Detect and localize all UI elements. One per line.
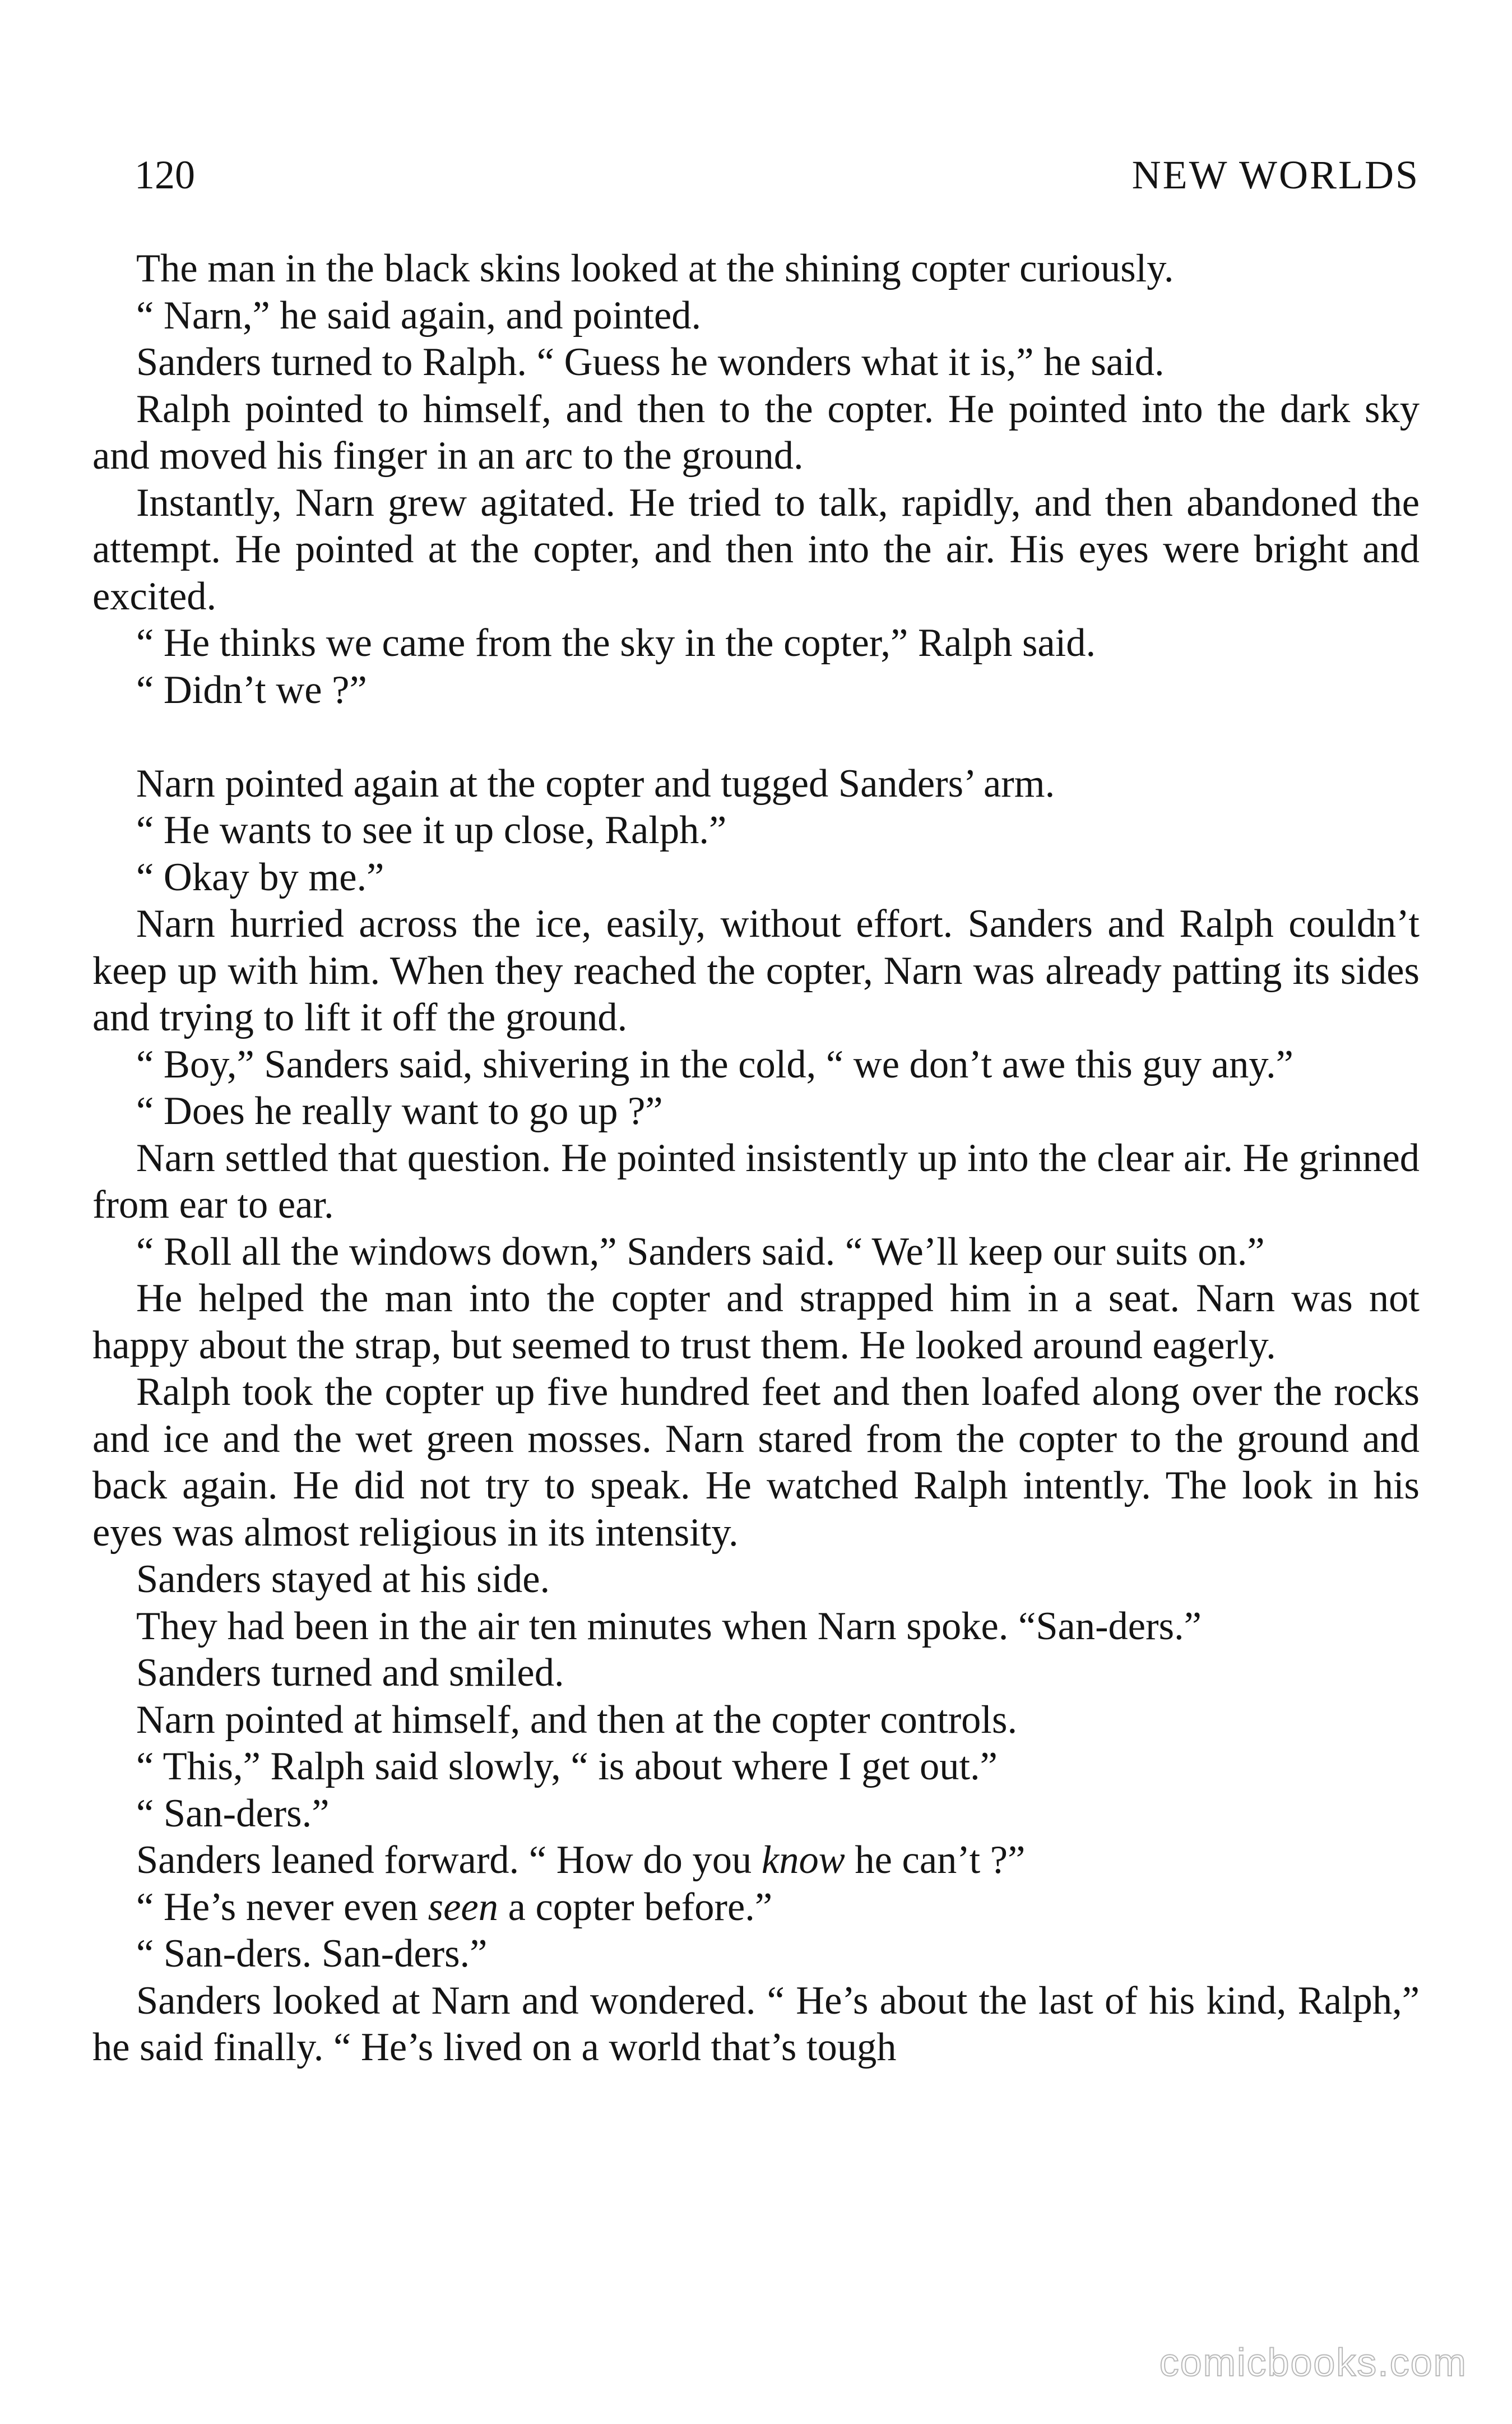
paragraph: Instantly, Narn grew agitated. He tried to talk, rapidly, and then abandoned the attempt. He pointed at the copter, and then into the air. His eyes were bright and excited.: [92, 480, 1420, 618]
paragraph: “ This,” Ralph said slowly, “ is about where I get out.”: [136, 1745, 998, 1788]
paragraph: Narn settled that question. He pointed insistently up into the clear air. He grinned from ear to ear.: [92, 1136, 1420, 1227]
paragraph-text: he can’t ?”: [845, 1838, 1026, 1882]
paragraph: “ San-ders. San-ders.”: [136, 1932, 488, 1976]
paragraph: “ Roll all the windows down,” Sanders said. “ We’ll keep our suits on.”: [136, 1229, 1265, 1274]
paragraph-text: “ He’s never even: [136, 1885, 428, 1929]
emphasis: seen: [428, 1885, 498, 1929]
paragraph: “ He thinks we came from the sky in the copter,” Ralph said.: [136, 621, 1096, 665]
running-head: [134, 147, 1420, 203]
paragraph: “ He wants to see it up close, Ralph.”: [136, 808, 727, 852]
paragraph: Sanders looked at Narn and wondered. “ He’s about the last of his kind, Ralph,” he said finally. “ He’s lived on a world that’s tough: [92, 1978, 1420, 2069]
paragraph: He helped the man into the copter and strapped him in a seat. Narn was not happy about the strap, but seemed to trust them. He looked around eagerly.: [92, 1276, 1420, 1367]
emphasis: know: [761, 1838, 845, 1882]
paragraph-text: a copter before.”: [498, 1885, 773, 1929]
paragraph: “ Didn’t we ?”: [136, 668, 367, 712]
paragraph: Narn hurried across the ice, easily, without effort. Sanders and Ralph couldn’t keep up with him. When they reached the copter, Narn was already patting its sides and trying to lift it off the ground.: [92, 902, 1420, 1039]
paragraph: [92, 1837, 1420, 1884]
paragraph: Sanders turned to Ralph. “ Guess he wonders what it is,” he said.: [136, 340, 1165, 384]
running-title: NEW WORLDS: [1131, 152, 1420, 197]
page-number: 120: [134, 152, 195, 197]
paragraph-text: Sanders leaned forward. “ How do you: [136, 1838, 762, 1882]
paragraph: “ San-ders.”: [136, 1791, 330, 1835]
paragraph: “ Narn,” he said again, and pointed.: [136, 293, 702, 337]
paragraph: Sanders stayed at his side.: [136, 1557, 550, 1601]
paragraph: Ralph took the copter up five hundred feet and then loafed along over the rocks and ice and the wet green mosses. Narn stared from the copter to the ground and back again. He did not try to speak. He watched Ralph intently. The look in his eyes was almost religious in its intensity.: [92, 1370, 1420, 1555]
paragraph: Narn pointed at himself, and then at the copter controls.: [136, 1697, 1018, 1742]
paragraph: The man in the black skins looked at the shining copter curiously.: [136, 247, 1174, 290]
watermark: comicbooks.com: [1159, 2340, 1467, 2384]
paragraph: They had been in the air ten minutes when Narn spoke. “San-ders.”: [136, 1604, 1202, 1648]
body-text: [92, 246, 1420, 2071]
paragraph: “ Boy,” Sanders said, shivering in the cold, “ we don’t awe this guy any.”: [136, 1042, 1293, 1086]
paragraph: “ Okay by me.”: [136, 855, 384, 899]
paragraph: Narn pointed again at the copter and tugged Sanders’ arm.: [136, 761, 1055, 806]
paragraph: Sanders turned and smiled.: [136, 1651, 564, 1695]
paragraph: “ Does he really want to go up ?”: [136, 1089, 663, 1133]
paragraph: [92, 1884, 1420, 1931]
paragraph: Ralph pointed to himself, and then to the copter. He pointed into the dark sky and moved his finger in an arc to the ground.: [92, 387, 1420, 478]
